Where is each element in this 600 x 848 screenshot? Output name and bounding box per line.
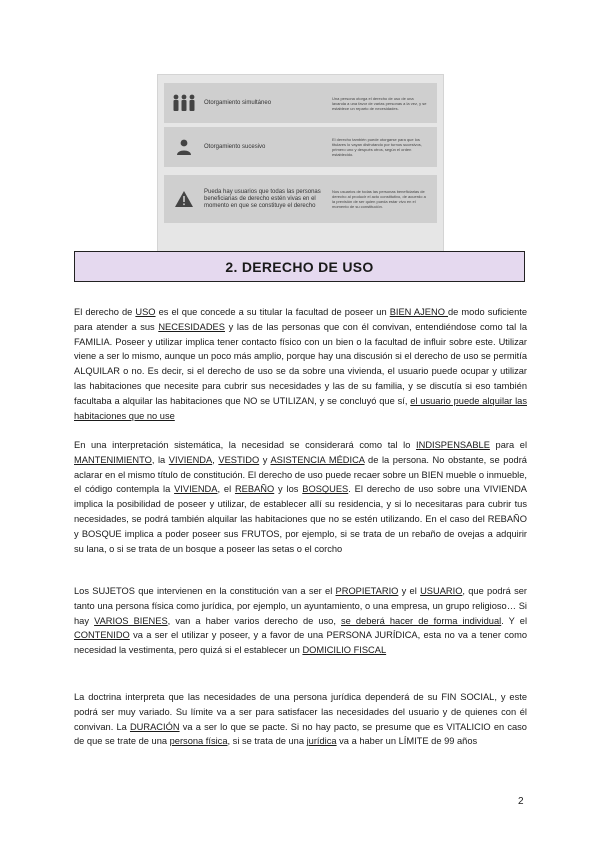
diagram-row-description: Una persona otorga el derecho de uso de una lavanda a una favor de varias personas a la vez, y se establece un reparto de necesidades.	[332, 95, 427, 111]
diagram-row-label: Pueda hay usuarios que todas las personas beneficiarias de derecho estén vivas en el momento en que se constituye el derecho	[204, 188, 321, 209]
paragraph-subjects: Los SUJETOS que intervienen en la constitución van a ser el PROPIETARIO y el USUARIO, que podrá ser tanto una persona física como jurídica, por ejemplo, un ayuntamiento, o una empresa, un grupo religioso… Si hay VARIOS BIENES, van a haber varios derecho de uso, se deberá hacer de forma individual. Y el CONTENIDO va a ser el utilizar y poseer, y a favor de una PERSONA JURÍDICA, esta no va a tener como necesidad la vestimenta, pero quizá si el establecer un DOMICILIO FISCAL	[74, 586, 528, 656]
warning-icon	[164, 190, 204, 208]
diagram-row-label: Otorgamiento simultáneo	[204, 99, 272, 106]
paragraph-definition: El derecho de USO es el que concede a su titular la facultad de poseer un BIEN AJENO de modo suficiente para atender a sus NECESIDADES y las de las personas que con él convivan, entendiéndose como tal la FAMILIA. Poseer y utilizar implica tener contacto físico con un bien o la facultad de influir sobre este. Utilizar viene a ser lo mismo, aunque un poco más amplio, porque hay una discusión si el derecho de uso se permitía ALQUILAR o no. Es decir, si el derecho de uso se da sobre una vivienda, el usuario puede ocupar y utilizar las habitaciones que necesite para cubrir sus necesidades y las de su familia, y se discutía si eso también facultaba a alquilar las habitaciones que NO se UTILIZAN, y se concluyó que sí, el usuario puede alquilar las habitaciones que no use	[74, 307, 527, 421]
usage-diagram	[157, 74, 444, 252]
diagram-row-label: Otorgamiento sucesivo	[204, 143, 266, 150]
paragraph-necessity: En una interpretación sistemática, la necesidad se considerará como tal lo INDISPENSABLE para el MANTENIMIENTO, la VIVIENDA, VESTIDO y ASISTENCIA MÉDICA de la persona. No obstante, se podrá aclarar en el mismo título de constitución. El derecho de uso puede recaer sobre un BIEN mueble o inmueble, el código contempla la VIVIENDA, el REBAÑO y los BOSQUES. El derecho de uso sobre una VIVIENDA implica la posibilidad de poseer y utilizar, de establecer allí su residencia, y si lo necesitaras para cubrir tus necesidades, se podrá también alquilar las habitaciones que no se estén utilizando. En el caso del REBAÑO y BOSQUE implica a poder poseer sus FRUTOS, por ejemplo, si se trata de un rebaño de ovejas a adquirir su lana, o si se trata de un bosque a poseer las setas o el corcho	[74, 440, 528, 554]
group-people-icon	[164, 94, 204, 112]
person-icon	[164, 139, 204, 155]
diagram-row-description: El derecho también puede otorgarse para que los titulares lo vayan disfrutando por turnos sucesivos, primero uno y después otros, según el orden establecido.	[332, 137, 422, 157]
diagram-row-successive	[164, 127, 437, 167]
paragraph-duration: La doctrina interpreta que las necesidades de una persona jurídica dependerá de su FIN SOCIAL, y este podrá ser muy variado. Su límite va a ser para satisfacer las necesidades del usuario y de quienes con él convivan. La DURACIÓN va a ser lo que se pacte. Si no hay pacto, se presume que es VITALICIO en caso de que se trate de una persona física, si se trata de una jurídica va a haber un LÍMITE de 99 años	[74, 692, 527, 747]
section-title-text: 2. DERECHO DE USO	[225, 258, 374, 275]
diagram-row-description: Nos usuarios de todas las personas beneficiarias de derecho al producir el acto constitutivo, de acuerdo a la previsión de ser quien pueda estar vivo en el momento de su constitución.	[332, 189, 426, 209]
diagram-row-simultaneous	[164, 83, 437, 123]
diagram-row-warning	[164, 175, 437, 223]
section-title	[74, 251, 525, 282]
page-number: 2	[518, 796, 524, 807]
